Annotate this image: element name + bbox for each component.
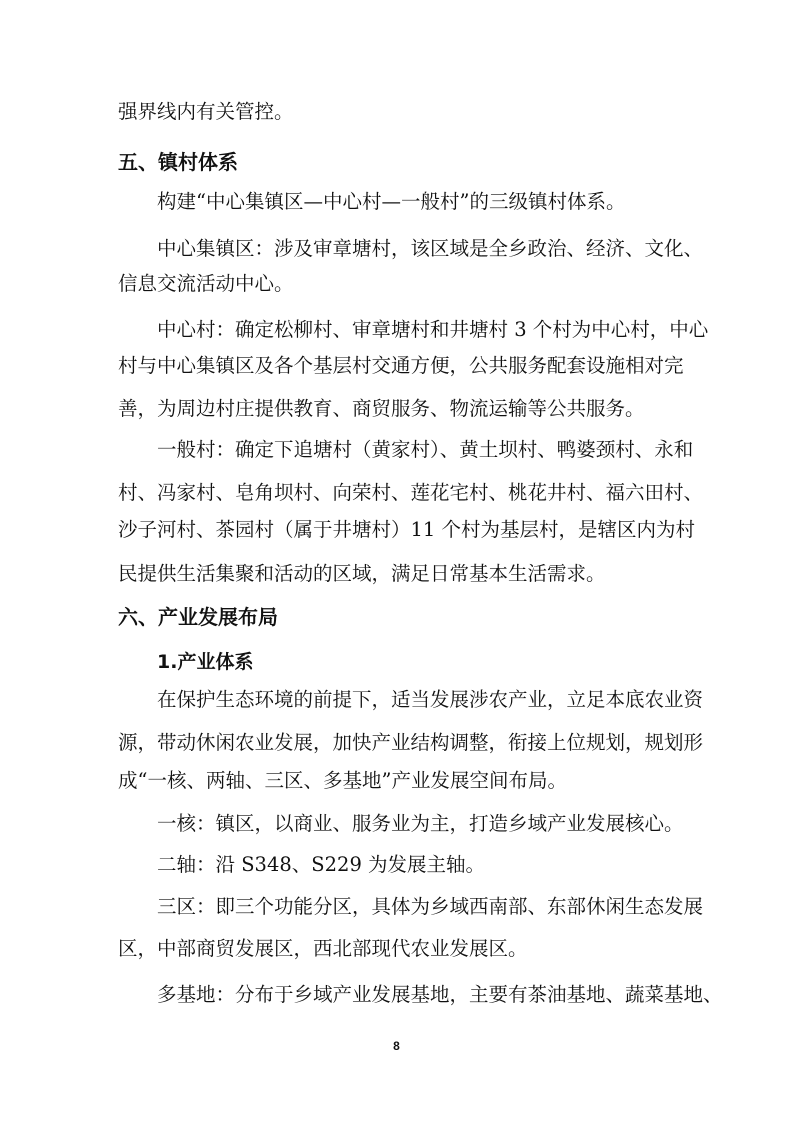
body-text-line: 中心集镇区：涉及审章塘村，该区域是全乡政治、经济、文化、	[157, 237, 704, 260]
body-text-line: 二轴：沿 S348、S229 为发展主轴。	[157, 853, 486, 876]
body-text-line: 在保护生态环境的前提下，适当发展涉农产业，立足本底农业资	[157, 688, 704, 711]
body-text-line: 村、冯家村、皂角坝村、向荣村、莲花宅村、桃花井村、福六田村、	[118, 481, 704, 504]
body-text-line: 强界线内有关管控。	[118, 100, 294, 123]
subsection-heading-industry-system: 1.产业体系	[157, 651, 254, 673]
page-number: 8	[393, 1039, 400, 1053]
body-text-line: 一般村：确定下追塘村（黄家村）、黄土坝村、鸭婆颈村、永和	[157, 438, 694, 461]
body-text-line: 民提供生活集聚和活动的区域，满足日常基本生活需求。	[118, 562, 606, 585]
body-text-line: 成“一核、两轴、三区、多基地”产业发展空间布局。	[118, 769, 567, 792]
body-text-line: 中心村：确定松柳村、审章塘村和井塘村 3 个村为中心村，中心	[157, 318, 709, 341]
body-text-line: 善，为周边村庄提供教育、商贸服务、物流运输等公共服务。	[118, 397, 645, 420]
body-text-line: 一核：镇区，以商业、服务业为主，打造乡域产业发展核心。	[157, 812, 684, 835]
body-text-line: 沙子河村、茶园村（属于井塘村）11 个村为基层村，是辖区内为村	[118, 518, 696, 541]
body-text-line: 区，中部商贸发展区，西北部现代农业发展区。	[118, 937, 528, 960]
body-text-line: 构建“中心集镇区—中心村—一般村”的三级镇村体系。	[157, 190, 626, 213]
section-heading-town-village-system: 五、镇村体系	[118, 150, 238, 174]
section-heading-industry-layout: 六、产业发展布局	[118, 605, 278, 629]
body-text-line: 信息交流活动中心。	[118, 272, 294, 295]
body-text-line: 多基地：分布于乡域产业发展基地，主要有茶油基地、蔬菜基地、	[157, 983, 723, 1006]
body-text-line: 三区：即三个功能分区，具体为乡域西南部、东部休闲生态发展	[157, 895, 704, 918]
body-text-line: 源，带动休闲农业发展，加快产业结构调整，衔接上位规划，规划形	[118, 731, 704, 754]
body-text-line: 村与中心集镇区及各个基层村交通方便，公共服务配套设施相对完	[118, 354, 684, 377]
